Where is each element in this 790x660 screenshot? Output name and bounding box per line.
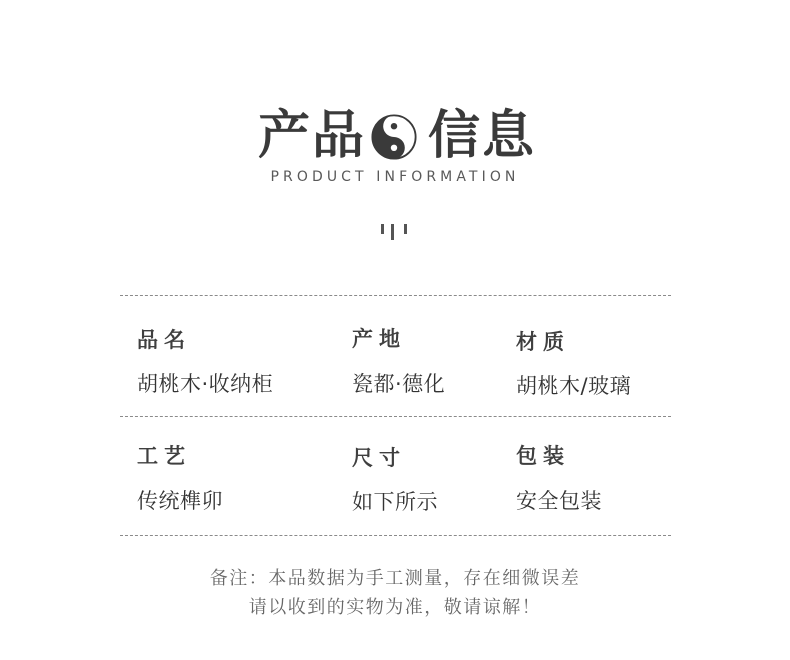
spec-label-origin: 产地: [352, 327, 406, 351]
spec-label-packaging: 包装: [516, 444, 570, 468]
spec-value-material: 胡桃木/玻璃: [516, 374, 632, 398]
spec-value-packaging: 安全包装: [516, 489, 602, 513]
yin-yang-icon: [371, 114, 417, 160]
spec-value-craft: 传统榫卯: [137, 489, 223, 513]
spec-label-craft: 工艺: [137, 444, 191, 468]
title-left: 产品: [258, 106, 367, 166]
rule-middle: [120, 416, 671, 417]
rule-top: [120, 295, 671, 296]
divider-ticks: [380, 221, 410, 241]
spec-value-name: 胡桃木·收纳柜: [137, 372, 274, 396]
note-line-2: 请以收到的实物为准，敬请谅解！: [248, 597, 542, 618]
note-line-1: 备注：本品数据为手工测量，存在细微误差: [209, 568, 581, 589]
title-right: 信息: [428, 106, 537, 166]
subtitle: PRODUCT INFORMATION: [270, 169, 520, 185]
spec-value-origin: 瓷都·德化: [352, 372, 446, 396]
spec-label-material: 材质: [516, 330, 570, 354]
spec-label-size: 尺寸: [352, 446, 406, 470]
spec-label-name: 品名: [137, 328, 191, 352]
spec-value-size: 如下所示: [352, 490, 438, 514]
rule-bottom: [120, 535, 671, 536]
